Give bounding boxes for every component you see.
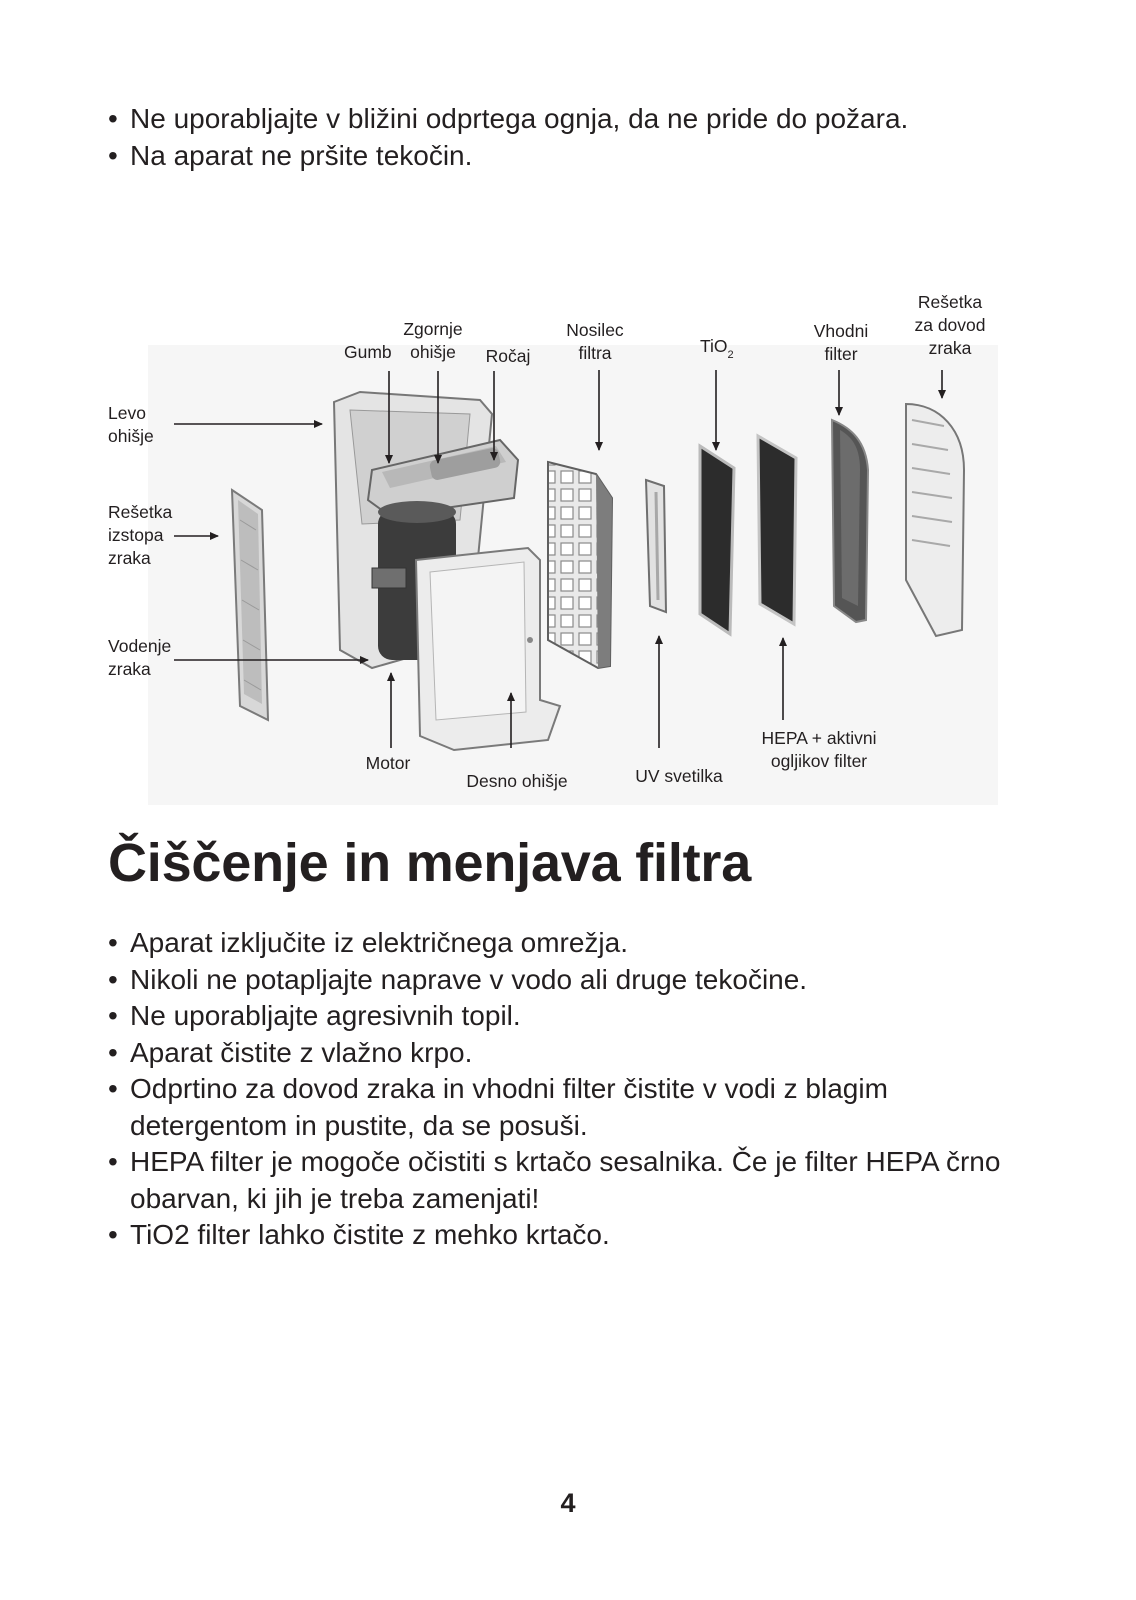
- label-resetka-dovod-1: Rešetka: [917, 292, 983, 312]
- inlet-filter-illustration: [832, 420, 868, 622]
- label-gumb: Gumb: [344, 342, 392, 362]
- label-uv-svetilka: UV svetilka: [635, 766, 723, 786]
- label-hepa-2: ogljikov filter: [770, 751, 868, 771]
- label-resetka-izstopa-1: Rešetka: [108, 502, 173, 522]
- right-housing-illustration: [416, 548, 560, 750]
- label-resetka-dovod-2: za dovod: [914, 315, 986, 335]
- label-resetka-izstopa-3: zraka: [108, 548, 151, 568]
- label-tio2-sub: 2: [727, 349, 734, 361]
- label-resetka-dovod-3: zraka: [928, 338, 972, 358]
- label-nosilec-filtra-1: Nosilec: [566, 320, 624, 340]
- label-desno-ohisje: Desno ohišje: [466, 771, 568, 791]
- top-bullet-item: • Ne uporabljajte v bližini odprtega ognja, da ne pride do požara.: [108, 101, 1068, 138]
- hepa-filter-illustration: [758, 436, 796, 624]
- label-levo-ohisje-1: Levo: [108, 403, 146, 423]
- page-number: 4: [560, 1488, 576, 1518]
- cleaning-bullet-item: • TiO2 filter lahko čistite z mehko krtačo.: [108, 1217, 1028, 1254]
- cleaning-bullet-item: • Aparat izključite iz električnega omrežja.: [108, 925, 1028, 962]
- section-heading: Čiščenje in menjava filtra: [108, 833, 752, 893]
- top-bullet-item: • Na aparat ne pršite tekočin.: [108, 138, 1068, 175]
- cleaning-bullet-item: • Odprtino za dovod zraka in vhodni filter čistite v vodi z blagim detergentom in pustite, da se posuši.: [108, 1071, 1028, 1144]
- tio2-filter-illustration: [700, 446, 734, 634]
- cleaning-bullet-list: [108, 925, 1028, 1254]
- cleaning-bullet-item: • Aparat čistite z vlažno krpo.: [108, 1035, 1028, 1072]
- label-hepa-1: HEPA + aktivni: [761, 728, 877, 748]
- uv-lamp-illustration: [646, 480, 666, 612]
- label-zgornje-ohisje-1: Zgornje: [403, 319, 463, 339]
- label-rocaj: Ročaj: [485, 346, 531, 366]
- label-zgornje-ohisje-2: ohišje: [410, 342, 456, 362]
- label-resetka-izstopa-2: izstopa: [108, 525, 164, 545]
- label-nosilec-filtra-2: filtra: [578, 343, 612, 363]
- cleaning-bullet-item: • HEPA filter je mogoče očistiti s krtačo sesalnika. Če je filter HEPA črno obarvan, ki jih je treba zamenjati!: [108, 1144, 1028, 1217]
- label-vodenje-zraka-1: Vodenje: [108, 636, 172, 656]
- label-vhodni-filter-1: Vhodni: [813, 321, 869, 341]
- label-tio2-main: TiO: [700, 336, 728, 356]
- cleaning-bullet-item: • Nikoli ne potapljajte naprave v vodo ali druge tekočine.: [108, 962, 1028, 999]
- label-vhodni-filter-2: filter: [824, 344, 858, 364]
- label-motor: Motor: [365, 753, 411, 773]
- cleaning-bullet-item: • Ne uporabljajte agresivnih topil.: [108, 998, 1028, 1035]
- label-vodenje-zraka-2: zraka: [108, 659, 151, 679]
- filter-holder-illustration: [548, 462, 612, 668]
- label-levo-ohisje-2: ohišje: [108, 426, 154, 446]
